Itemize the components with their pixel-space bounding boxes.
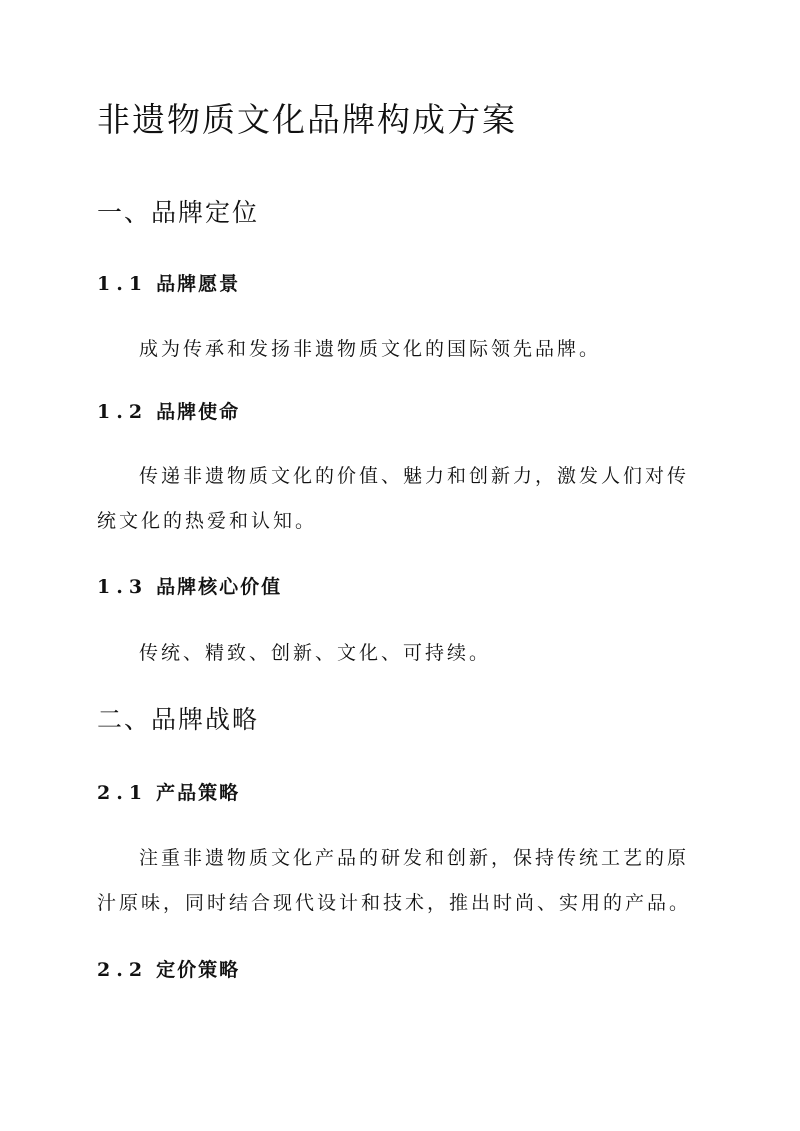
document-title: 非遗物质文化品牌构成方案 (97, 100, 517, 139)
subsection-number: 2.1 (97, 782, 149, 804)
subsection-title: 产品策略 (156, 782, 241, 804)
subsection-heading (97, 957, 240, 983)
paragraph-brand-vision: 成为传承和发扬非遗物质文化的国际领先品牌。 (139, 338, 602, 360)
subsection-heading (97, 574, 282, 600)
paragraph-core-values: 传统、精致、创新、文化、可持续。 (139, 642, 492, 664)
subsection-number: 1.2 (97, 401, 149, 423)
subsection-number: 1.3 (97, 576, 149, 598)
subsection-heading (97, 399, 240, 425)
section-heading-brand-positioning: 一、品牌定位 (97, 198, 260, 227)
subsection-heading (97, 271, 240, 297)
subsection-heading (97, 780, 240, 806)
subsection-title: 品牌使命 (156, 401, 241, 423)
paragraph-product-strategy: 注重非遗物质文化产品的研发和创新，保持传统工艺的原汁原味，同时结合现代设计和技术，推出时尚、实用的产品。 (97, 847, 692, 914)
section-heading-brand-strategy: 二、品牌战略 (97, 705, 260, 734)
subsection-title: 定价策略 (156, 959, 241, 981)
subsection-title: 品牌核心价值 (156, 576, 283, 598)
paragraph-brand-mission: 传递非遗物质文化的价值、魅力和创新力，激发人们对传统文化的热爱和认知。 (97, 465, 690, 532)
subsection-number: 2.2 (97, 959, 149, 981)
subsection-title: 品牌愿景 (156, 273, 241, 295)
subsection-number: 1.1 (97, 273, 149, 295)
